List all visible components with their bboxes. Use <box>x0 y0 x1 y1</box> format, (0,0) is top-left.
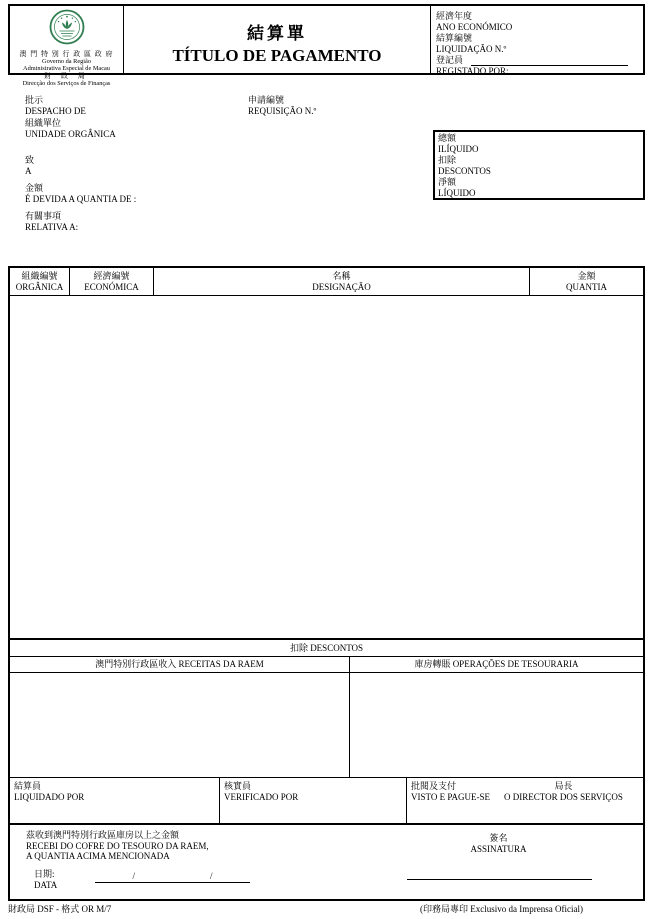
signature-label-zh: 簽名 <box>489 833 508 843</box>
line-items-table <box>8 266 645 640</box>
despacho-label <box>25 95 86 117</box>
header-info-block <box>431 6 643 76</box>
col-organica-pt: ORGÂNICA <box>15 282 64 292</box>
printing-note-footer: (印務局專印 Exclusivo da Imprensa Oficial) <box>420 904 583 914</box>
amount-due-label-pt: É DEVIDA A QUANTIA DE : <box>25 194 137 204</box>
receipt-line-zh: 茲收到澳門特別行政區庫房以上之金額 <box>26 830 180 840</box>
registered-by-fill-line[interactable] <box>471 56 628 66</box>
amounts-summary-box <box>433 130 645 200</box>
date-label-pt: DATA <box>34 880 58 890</box>
verificado-por-cell[interactable] <box>220 778 407 823</box>
col-economica-zh: 經濟編號 <box>93 271 130 281</box>
visto-label-pt: VISTO E PAGUE-SE <box>411 792 491 802</box>
relativa-label-zh: 有關事項 <box>25 211 62 221</box>
economic-year-label-zh: 經濟年度 <box>436 11 473 21</box>
addressee-label-pt: A <box>25 166 32 176</box>
issuer-logo-block <box>10 6 124 87</box>
date-label <box>34 869 57 891</box>
column-header-economica <box>70 268 154 295</box>
receitas-raem-fill-area[interactable] <box>10 673 350 777</box>
issuer-org-zh: 澳 門 特 別 行 政 區 政 府 <box>19 50 114 58</box>
despacho-label-zh: 批示 <box>25 95 44 105</box>
net-label-zh: 淨額 <box>438 177 457 187</box>
visto-pague-se-label <box>411 781 490 820</box>
addressee-label <box>25 155 34 177</box>
line-items-fill-area[interactable] <box>10 296 643 638</box>
deductions-label-pt: DESCONTOS <box>438 166 491 176</box>
receipt-statement <box>26 830 209 862</box>
deductions-label-zh: 扣除 <box>438 155 457 165</box>
signature-fill-line[interactable] <box>407 868 592 880</box>
receipt-line-pt2: A QUANTIA ACIMA MENCIONADA <box>26 851 170 861</box>
operacoes-tesouraria-header: 庫房轉賬 OPERAÇÕES DE TESOURARIA <box>414 659 579 669</box>
column-header-designacao <box>154 268 530 295</box>
requisicao-label-zh: 申請編號 <box>248 95 285 105</box>
economic-year-label-pt: ANO ECONÓMICO <box>436 22 513 32</box>
verificado-label-zh: 核實員 <box>224 781 252 791</box>
descontos-fill-area <box>8 673 645 778</box>
issuer-gov-pt2: Administrativa Especial de Macau <box>23 65 110 72</box>
date-separator-slash: / <box>209 871 213 881</box>
col-organica-zh: 組織編號 <box>21 271 58 281</box>
line-items-table-header <box>10 268 643 296</box>
director-label-zh: 局長 <box>554 781 573 791</box>
unidade-label-zh: 組織單位 <box>25 118 62 128</box>
requisicao-label-pt: REQUISIÇÃO N.º <box>248 106 317 116</box>
verificado-label-pt: VERIFICADO POR <box>224 792 299 802</box>
header-box <box>8 4 645 87</box>
relativa-label <box>25 211 78 233</box>
form-title-zh: 結算單 <box>247 24 307 43</box>
visto-label-zh: 批閱及支付 <box>411 781 457 791</box>
registered-by-label-pt: REGISTADO POR: <box>436 66 509 76</box>
descontos-section-title: 扣除 DESCONTOS <box>8 640 645 657</box>
col-designacao-zh: 名稱 <box>332 271 351 281</box>
gross-label-zh: 總額 <box>438 133 457 143</box>
signatures-row <box>8 778 645 823</box>
visto-director-cell[interactable] <box>407 778 643 823</box>
registered-by-label-zh: 登記員 <box>436 55 464 65</box>
receipt-line-pt1: RECEBI DO COFRE DO TESOURO DA RAEM, <box>26 840 209 851</box>
gross-label-pt: ILÍQUIDO <box>438 144 479 154</box>
requisicao-label <box>248 95 316 117</box>
receitas-raem-header: 澳門特別行政區收入 RECEITAS DA RAEM <box>10 657 350 672</box>
amount-due-label-zh: 金額 <box>25 183 44 193</box>
liquidation-no-label-zh: 結算編號 <box>436 33 473 43</box>
form-title-block <box>124 6 431 73</box>
descontos-column-headers <box>8 657 645 673</box>
unidade-organica-label <box>25 118 116 140</box>
signature-label <box>360 833 637 855</box>
macau-seal-icon <box>49 9 85 50</box>
column-header-quantia <box>530 268 643 295</box>
director-label <box>504 781 623 820</box>
date-fill-line[interactable] <box>95 871 250 883</box>
issuer-gov-pt1: Governo da Região <box>42 58 91 65</box>
relativa-label-pt: RELATIVA A: <box>25 222 79 232</box>
issuer-dept-pt: Direcção dos Serviços de Finanças <box>22 80 111 87</box>
col-economica-pt: ECONÓMICA <box>84 282 139 292</box>
column-header-organica <box>10 268 70 295</box>
liquidado-label-zh: 結算員 <box>14 781 42 791</box>
form-title-pt: TÍTULO DE PAGAMENTO <box>172 46 382 65</box>
addressee-label-zh: 致 <box>25 155 35 165</box>
unidade-label-pt: UNIDADE ORGÂNICA <box>25 129 116 139</box>
amount-due-label <box>25 183 136 205</box>
net-label-pt: LÍQUIDO <box>438 188 476 198</box>
liquidado-por-cell[interactable] <box>10 778 220 823</box>
date-label-zh: 日期: <box>34 869 55 879</box>
operacoes-tesouraria-fill-area[interactable] <box>350 673 643 777</box>
col-quantia-zh: 金額 <box>577 271 596 281</box>
col-designacao-pt: DESIGNAÇÃO <box>312 282 371 292</box>
liquidado-label-pt: LIQUIDADO POR <box>14 792 85 802</box>
col-quantia-pt: QUANTIA <box>566 282 607 292</box>
despacho-label-pt: DESPACHO DE <box>25 106 86 116</box>
director-label-pt: O DIRECTOR DOS SERVIÇOS <box>504 792 623 802</box>
liquidation-no-label-pt: LIQUIDAÇÃO N.º <box>436 44 507 54</box>
receipt-box <box>8 823 645 901</box>
issuer-dept-zh: 財 政 局 <box>44 72 89 80</box>
form-code-footer: 財政局 DSF - 格式 OR M/7 <box>8 904 112 914</box>
date-separator-slash: / <box>132 871 135 881</box>
signature-label-pt: ASSINATURA <box>470 844 527 854</box>
